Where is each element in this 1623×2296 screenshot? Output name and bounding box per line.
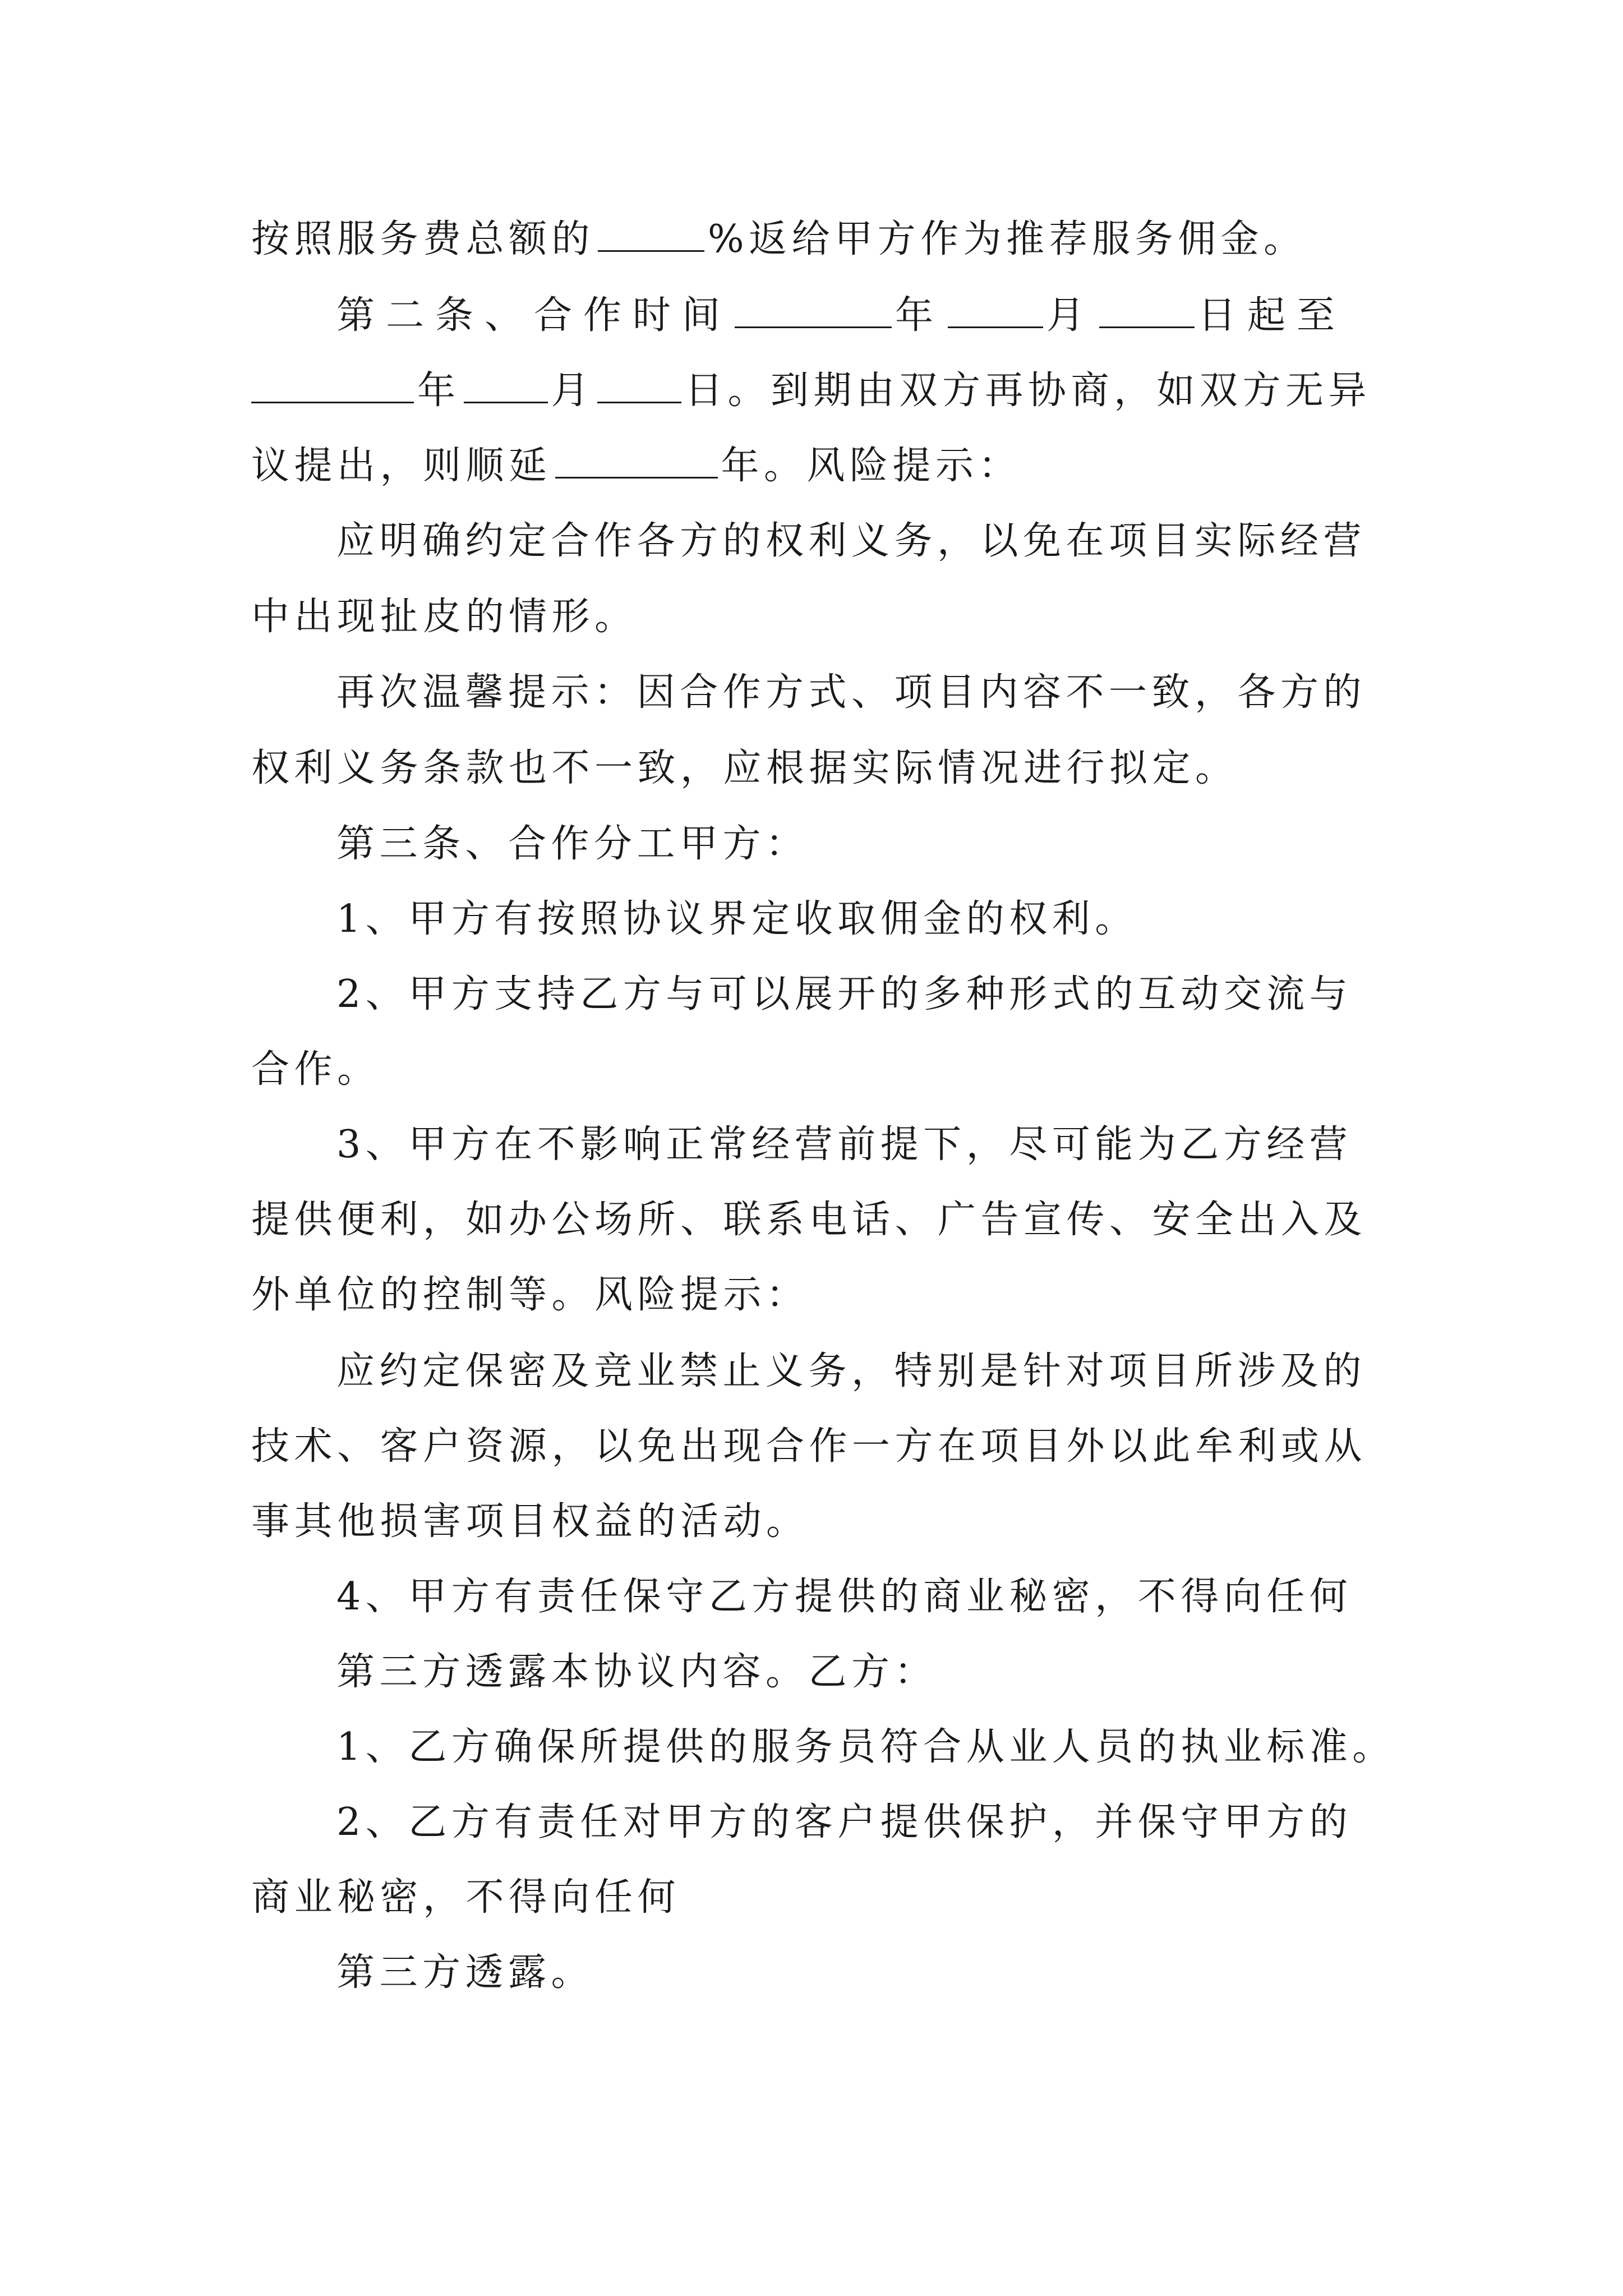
- text-run: 日。到期由双方再协商，如双方无异: [685, 369, 1372, 413]
- text-run: 按照服务费总额的: [251, 217, 595, 261]
- fill-blank: [464, 369, 548, 403]
- text-line: 4、甲方有责任保守乙方提供的商业秘密，不得向任何: [336, 1575, 1353, 1619]
- fill-blank: [735, 294, 892, 328]
- text-line: 再次温馨提示：因合作方式、项目内容不一致，各方的: [336, 670, 1367, 715]
- text-run: 议提出，则顺延: [251, 444, 552, 488]
- fill-blank: [251, 369, 414, 403]
- text-line: 1、甲方有按照协议界定收取佣金的权利。: [336, 897, 1138, 941]
- text-run: %返给甲方作为推荐服务佣金。: [708, 217, 1307, 261]
- fill-blank: [1099, 294, 1195, 328]
- text-run: 年: [895, 293, 945, 338]
- fill-blank: [948, 294, 1043, 328]
- text-line: 第三方透露本协议内容。乙方：: [336, 1650, 938, 1694]
- text-line: 第三方透露。: [336, 1950, 594, 1995]
- text-line: 2、乙方有责任对甲方的客户提供保护，并保守甲方的: [336, 1800, 1353, 1844]
- text-run: 年。风险提示：: [721, 444, 1022, 488]
- text-line: [251, 214, 1307, 265]
- text-run: 日起至: [1198, 293, 1347, 338]
- fill-blank: [598, 218, 704, 252]
- text-line: 权利义务条款也不一致，应根据实际情况进行拟定。: [251, 746, 1238, 790]
- text-run: 年: [417, 369, 460, 413]
- text-line: [336, 291, 1346, 341]
- text-line: 第三条、合作分工甲方：: [336, 822, 809, 866]
- text-line: 应约定保密及竞业禁止义务，特别是针对项目所涉及的: [336, 1349, 1367, 1393]
- text-line: 事其他损害项目权益的活动。: [251, 1499, 809, 1544]
- text-line: 2、甲方支持乙方与可以展开的多种形式的互动交流与: [336, 972, 1353, 1016]
- fill-blank: [597, 369, 681, 403]
- text-line: 技术、客户资源，以免出现合作一方在项目外以此牟利或从: [251, 1424, 1367, 1469]
- text-line: [251, 441, 1021, 491]
- text-line: 3、甲方在不影响正常经营前提下，尽可能为乙方经营: [336, 1122, 1353, 1167]
- text-line: [251, 366, 1371, 416]
- text-line: 商业秘密，不得向任何: [251, 1875, 681, 1920]
- text-line: 1、乙方确保所提供的服务员符合从业人员的执业标准。: [336, 1725, 1395, 1769]
- fill-blank: [555, 444, 718, 478]
- text-line: 提供便利，如办公场所、联系电话、广告宣传、安全出入及: [251, 1198, 1367, 1242]
- text-run: 第二条、合作时间: [336, 293, 732, 338]
- text-line: 外单位的控制等。风险提示：: [251, 1273, 809, 1317]
- text-run: 月: [1046, 293, 1096, 338]
- text-run: 月: [551, 369, 594, 413]
- text-line: 合作。: [251, 1047, 380, 1092]
- text-line: 应明确约定合作各方的权利义务，以免在项目实际经营: [336, 519, 1367, 563]
- text-line: 中出现扯皮的情形。: [251, 595, 638, 639]
